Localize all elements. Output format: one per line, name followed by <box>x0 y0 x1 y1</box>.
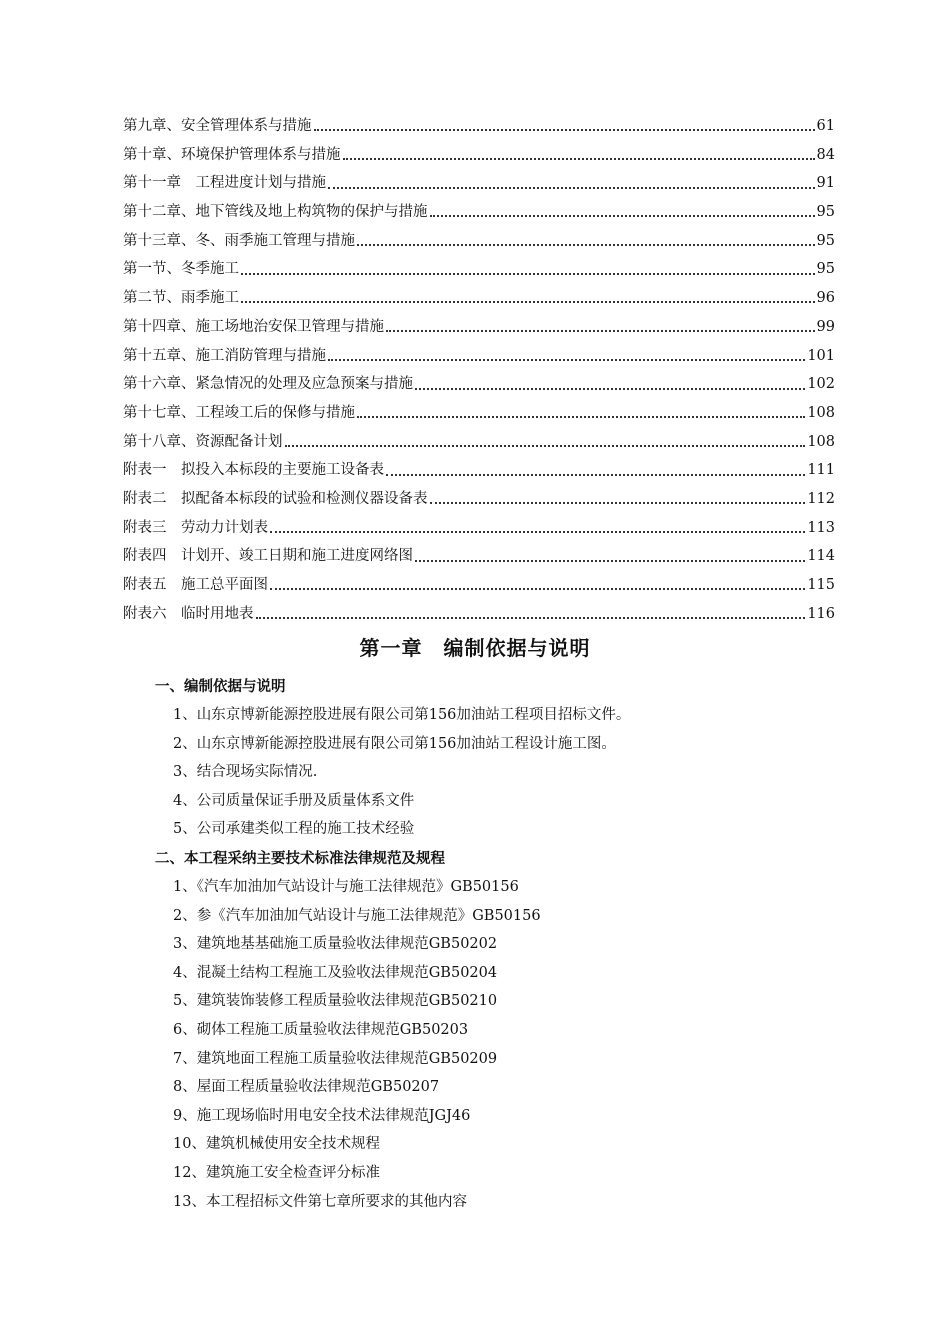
toc-entry[interactable] <box>123 171 835 200</box>
toc-entry-page: 95 <box>816 261 835 278</box>
toc-entry[interactable] <box>123 544 835 573</box>
toc-entry-label: 第九章、安全管理体系与措施 <box>123 118 312 134</box>
toc-entry[interactable] <box>123 602 835 631</box>
list-item: 4、公司质量保证手册及质量体系文件 <box>173 792 415 809</box>
list-item: 2、参《汽车加油加气站设计与施工法律规范》GB50156 <box>173 907 541 924</box>
toc-leader-dots <box>357 416 805 418</box>
toc-entry[interactable] <box>123 487 835 516</box>
list-item: 10、建筑机械使用安全技术规程 <box>173 1136 380 1153</box>
toc-entry[interactable] <box>123 516 835 545</box>
toc-entry-label: 附表六 临时用地表 <box>123 605 254 622</box>
toc-entry-label: 第十一章 工程进度计划与措施 <box>123 175 326 192</box>
toc-entry-page: 101 <box>807 347 835 364</box>
list-item: 2、山东京博新能源控股进展有限公司第156加油站工程设计施工图。 <box>173 735 616 752</box>
toc-entry-label: 第十三章、冬、雨季施工管理与措施 <box>123 232 355 249</box>
basis-list <box>173 703 630 846</box>
toc-leader-dots <box>415 388 805 390</box>
list-item: 8、屋面工程质量验收法律规范GB50207 <box>173 1079 440 1096</box>
toc-entry-label: 第二节、雨季施工 <box>123 290 239 307</box>
toc-leader-dots <box>328 187 815 189</box>
list-item: 1、山东京博新能源控股进展有限公司第156加油站工程项目招标文件。 <box>173 707 631 723</box>
toc-entry-label: 第一节、冬季施工 <box>123 261 239 278</box>
toc-entry-label: 第十四章、施工场地治安保卫管理与措施 <box>123 318 384 335</box>
toc-entry-label: 第十六章、紧急情况的处理及应急预案与措施 <box>123 376 413 393</box>
toc-entry-page: 95 <box>816 232 835 249</box>
toc-entry-label: 第十八章、资源配备计划 <box>123 433 283 450</box>
toc-entry[interactable] <box>123 573 835 602</box>
toc-entry-page: 114 <box>807 548 835 565</box>
toc-entry-label: 第十五章、施工消防管理与措施 <box>123 347 326 364</box>
toc-leader-dots <box>241 301 815 303</box>
toc-entry-page: 95 <box>816 204 835 221</box>
toc-entry-label: 附表二 拟配备本标段的试验和检测仪器设备表 <box>123 490 428 507</box>
toc-entry-label: 第十章、环境保护管理体系与措施 <box>123 146 341 163</box>
list-item: 5、建筑装饰装修工程质量验收法律规范GB50210 <box>173 993 498 1010</box>
list-item: 12、建筑施工安全检查评分标准 <box>173 1164 380 1181</box>
toc-entry[interactable] <box>123 229 835 258</box>
toc-entry-label: 附表四 计划开、竣工日期和施工进度网络图 <box>123 548 413 565</box>
toc-leader-dots <box>386 330 815 332</box>
toc-leader-dots <box>343 158 815 160</box>
toc-entry[interactable] <box>123 430 835 459</box>
toc-leader-dots <box>357 244 815 246</box>
toc-entry-page: 108 <box>807 404 835 421</box>
toc-entry-page: 84 <box>816 146 835 163</box>
list-item: 3、结合现场实际情况. <box>173 764 318 781</box>
toc-leader-dots <box>285 445 806 447</box>
list-item: 5、公司承建类似工程的施工技术经验 <box>173 821 415 838</box>
toc-leader-dots <box>386 474 805 476</box>
list-item: 9、施工现场临时用电安全技术法律规范JGJ46 <box>173 1107 471 1124</box>
toc-leader-dots <box>256 617 806 619</box>
table-of-contents <box>123 114 835 630</box>
toc-entry-page: 96 <box>816 290 835 307</box>
section-heading-standards: 二、本工程采纳主要技术标准法律规范及规程 <box>155 851 445 867</box>
toc-entry[interactable] <box>123 315 835 344</box>
toc-leader-dots <box>270 531 805 533</box>
toc-entry-page: 111 <box>807 462 835 479</box>
toc-leader-dots <box>430 215 815 217</box>
section-heading-basis: 一、编制依据与说明 <box>155 679 286 695</box>
toc-entry[interactable] <box>123 286 835 315</box>
toc-entry-page: 108 <box>807 433 835 450</box>
list-item: 4、混凝土结构工程施工及验收法律规范GB50204 <box>173 964 498 981</box>
toc-entry-page: 112 <box>807 490 835 507</box>
list-item: 1、《汽车加油加气站设计与施工法律规范》GB50156 <box>173 879 519 895</box>
toc-leader-dots <box>241 273 815 275</box>
standards-list <box>173 875 541 1218</box>
toc-entry-page: 99 <box>816 318 835 335</box>
toc-entry[interactable] <box>123 143 835 172</box>
toc-entry[interactable] <box>123 344 835 373</box>
toc-entry[interactable] <box>123 257 835 286</box>
toc-entry[interactable] <box>123 458 835 487</box>
list-item: 3、建筑地基基础施工质量验收法律规范GB50202 <box>173 936 498 953</box>
toc-entry-page: 102 <box>807 376 835 393</box>
toc-entry-page: 61 <box>816 118 835 134</box>
chapter-title: 第一章 编制依据与说明 <box>359 636 591 660</box>
list-item: 6、砌体工程施工质量验收法律规范GB50203 <box>173 1021 469 1038</box>
toc-entry-page: 91 <box>816 175 835 192</box>
toc-entry[interactable] <box>123 401 835 430</box>
toc-leader-dots <box>430 502 806 504</box>
list-item: 7、建筑地面工程施工质量验收法律规范GB50209 <box>173 1050 498 1067</box>
toc-leader-dots <box>270 588 805 590</box>
toc-entry[interactable] <box>123 200 835 229</box>
toc-entry-label: 附表一 拟投入本标段的主要施工设备表 <box>123 462 384 479</box>
toc-entry[interactable] <box>123 372 835 401</box>
toc-entry[interactable] <box>123 114 835 143</box>
toc-entry-label: 附表五 施工总平面图 <box>123 577 268 593</box>
toc-entry-page: 116 <box>807 605 835 622</box>
toc-leader-dots <box>314 129 815 131</box>
toc-entry-label: 第十二章、地下管线及地上构筑物的保护与措施 <box>123 204 428 221</box>
toc-entry-page: 113 <box>807 519 835 536</box>
toc-entry-label: 第十七章、工程竣工后的保修与措施 <box>123 404 355 421</box>
toc-leader-dots <box>415 560 805 562</box>
list-item: 13、本工程招标文件第七章所要求的其他内容 <box>173 1193 467 1210</box>
toc-leader-dots <box>328 359 805 361</box>
toc-entry-label: 附表三 劳动力计划表 <box>123 519 268 536</box>
toc-entry-page: 115 <box>807 577 835 593</box>
